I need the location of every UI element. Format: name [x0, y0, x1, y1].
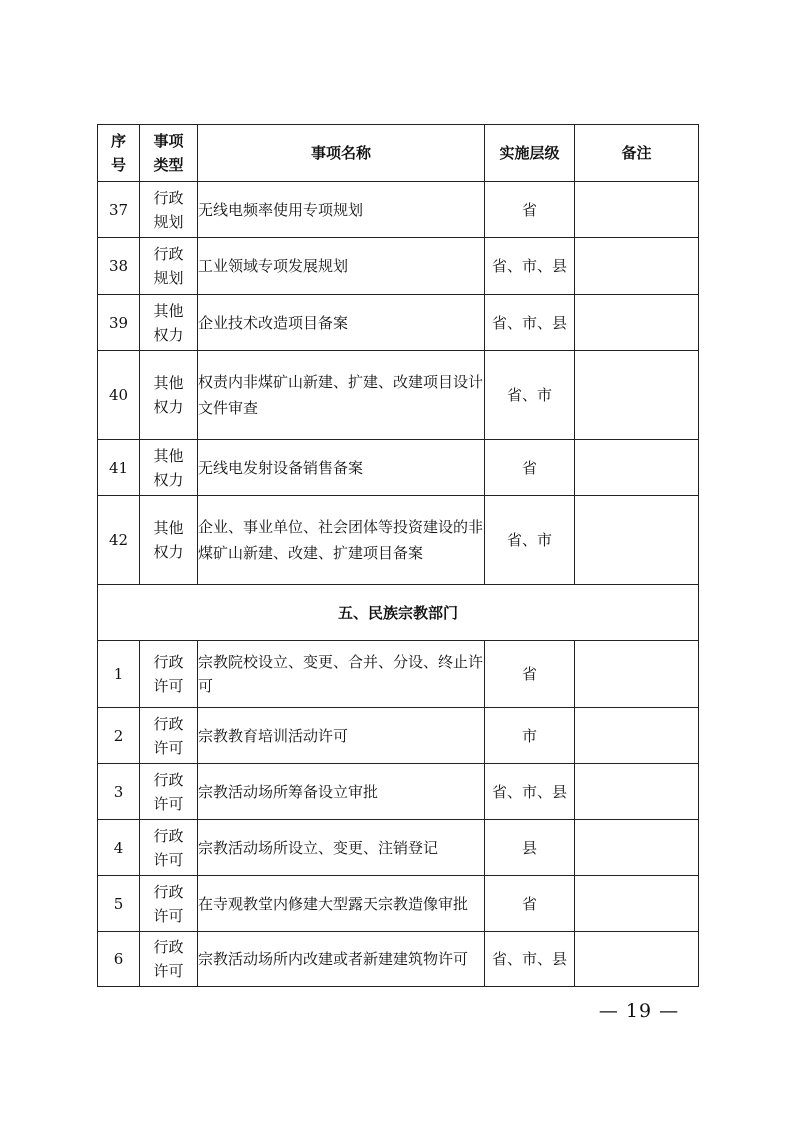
row-type: 行政许可 — [140, 764, 198, 820]
row-level: 县 — [485, 820, 575, 876]
row-note — [575, 641, 699, 708]
table-row — [98, 820, 699, 876]
row-level: 省、市 — [485, 496, 575, 585]
table-row — [98, 876, 699, 932]
table-row — [98, 641, 699, 708]
row-note — [575, 708, 699, 764]
row-level: 省 — [485, 641, 575, 708]
header-no: 序号 — [98, 125, 140, 182]
row-name: 工业领域专项发展规划 — [198, 238, 485, 295]
row-number: 42 — [98, 496, 140, 585]
row-type: 行政许可 — [140, 820, 198, 876]
row-level: 省、市、县 — [485, 932, 575, 987]
table-row — [98, 238, 699, 295]
row-type: 行政许可 — [140, 641, 198, 708]
table-row — [98, 708, 699, 764]
row-type: 其他权力 — [140, 440, 198, 496]
row-name: 企业、事业单位、社会团体等投资建设的非煤矿山新建、改建、扩建项目备案 — [198, 496, 485, 585]
row-name: 权责内非煤矿山新建、扩建、改建项目设计文件审查 — [198, 351, 485, 440]
row-name: 宗教教育培训活动许可 — [198, 708, 485, 764]
section-row — [98, 585, 699, 641]
table-row — [98, 295, 699, 351]
row-note — [575, 295, 699, 351]
header-type: 事项类型 — [140, 125, 198, 182]
row-note — [575, 932, 699, 987]
row-level: 省、市 — [485, 351, 575, 440]
row-number: 6 — [98, 932, 140, 987]
section-title: 五、民族宗教部门 — [98, 585, 699, 641]
row-note — [575, 876, 699, 932]
row-number: 38 — [98, 238, 140, 295]
row-type: 行政规划 — [140, 182, 198, 238]
row-name: 无线电频率使用专项规划 — [198, 182, 485, 238]
row-name: 宗教活动场所设立、变更、注销登记 — [198, 820, 485, 876]
table-row — [98, 440, 699, 496]
row-type: 其他权力 — [140, 295, 198, 351]
row-type: 行政许可 — [140, 708, 198, 764]
row-name: 无线电发射设备销售备案 — [198, 440, 485, 496]
row-level: 省、市、县 — [485, 764, 575, 820]
row-level: 省、市、县 — [485, 238, 575, 295]
row-type: 行政许可 — [140, 932, 198, 987]
row-note — [575, 351, 699, 440]
row-note — [575, 238, 699, 295]
row-level: 省、市、县 — [485, 295, 575, 351]
row-level: 省 — [485, 876, 575, 932]
row-number: 3 — [98, 764, 140, 820]
row-number: 4 — [98, 820, 140, 876]
table-row — [98, 932, 699, 987]
table-row — [98, 496, 699, 585]
row-number: 40 — [98, 351, 140, 440]
row-level: 省 — [485, 182, 575, 238]
row-note — [575, 182, 699, 238]
row-note — [575, 496, 699, 585]
page-number: — 19 — — [598, 1000, 680, 1022]
row-name: 宗教活动场所内改建或者新建建筑物许可 — [198, 932, 485, 987]
row-type: 行政规划 — [140, 238, 198, 295]
row-type: 其他权力 — [140, 351, 198, 440]
row-level: 市 — [485, 708, 575, 764]
table-row — [98, 351, 699, 440]
row-number: 2 — [98, 708, 140, 764]
row-name: 在寺观教堂内修建大型露天宗教造像审批 — [198, 876, 485, 932]
row-type: 其他权力 — [140, 496, 198, 585]
row-name: 宗教活动场所筹备设立审批 — [198, 764, 485, 820]
row-number: 1 — [98, 641, 140, 708]
row-number: 41 — [98, 440, 140, 496]
row-name: 企业技术改造项目备案 — [198, 295, 485, 351]
table-row — [98, 764, 699, 820]
header-level: 实施层级 — [485, 125, 575, 182]
row-number: 37 — [98, 182, 140, 238]
row-number: 5 — [98, 876, 140, 932]
row-level: 省 — [485, 440, 575, 496]
header-note: 备注 — [575, 125, 699, 182]
row-note — [575, 820, 699, 876]
header-row — [98, 125, 699, 182]
header-name: 事项名称 — [198, 125, 485, 182]
table-row — [98, 182, 699, 238]
row-type: 行政许可 — [140, 876, 198, 932]
row-name: 宗教院校设立、变更、合并、分设、终止许可 — [198, 641, 485, 708]
row-note — [575, 440, 699, 496]
row-note — [575, 764, 699, 820]
row-number: 39 — [98, 295, 140, 351]
items-table — [97, 124, 699, 987]
